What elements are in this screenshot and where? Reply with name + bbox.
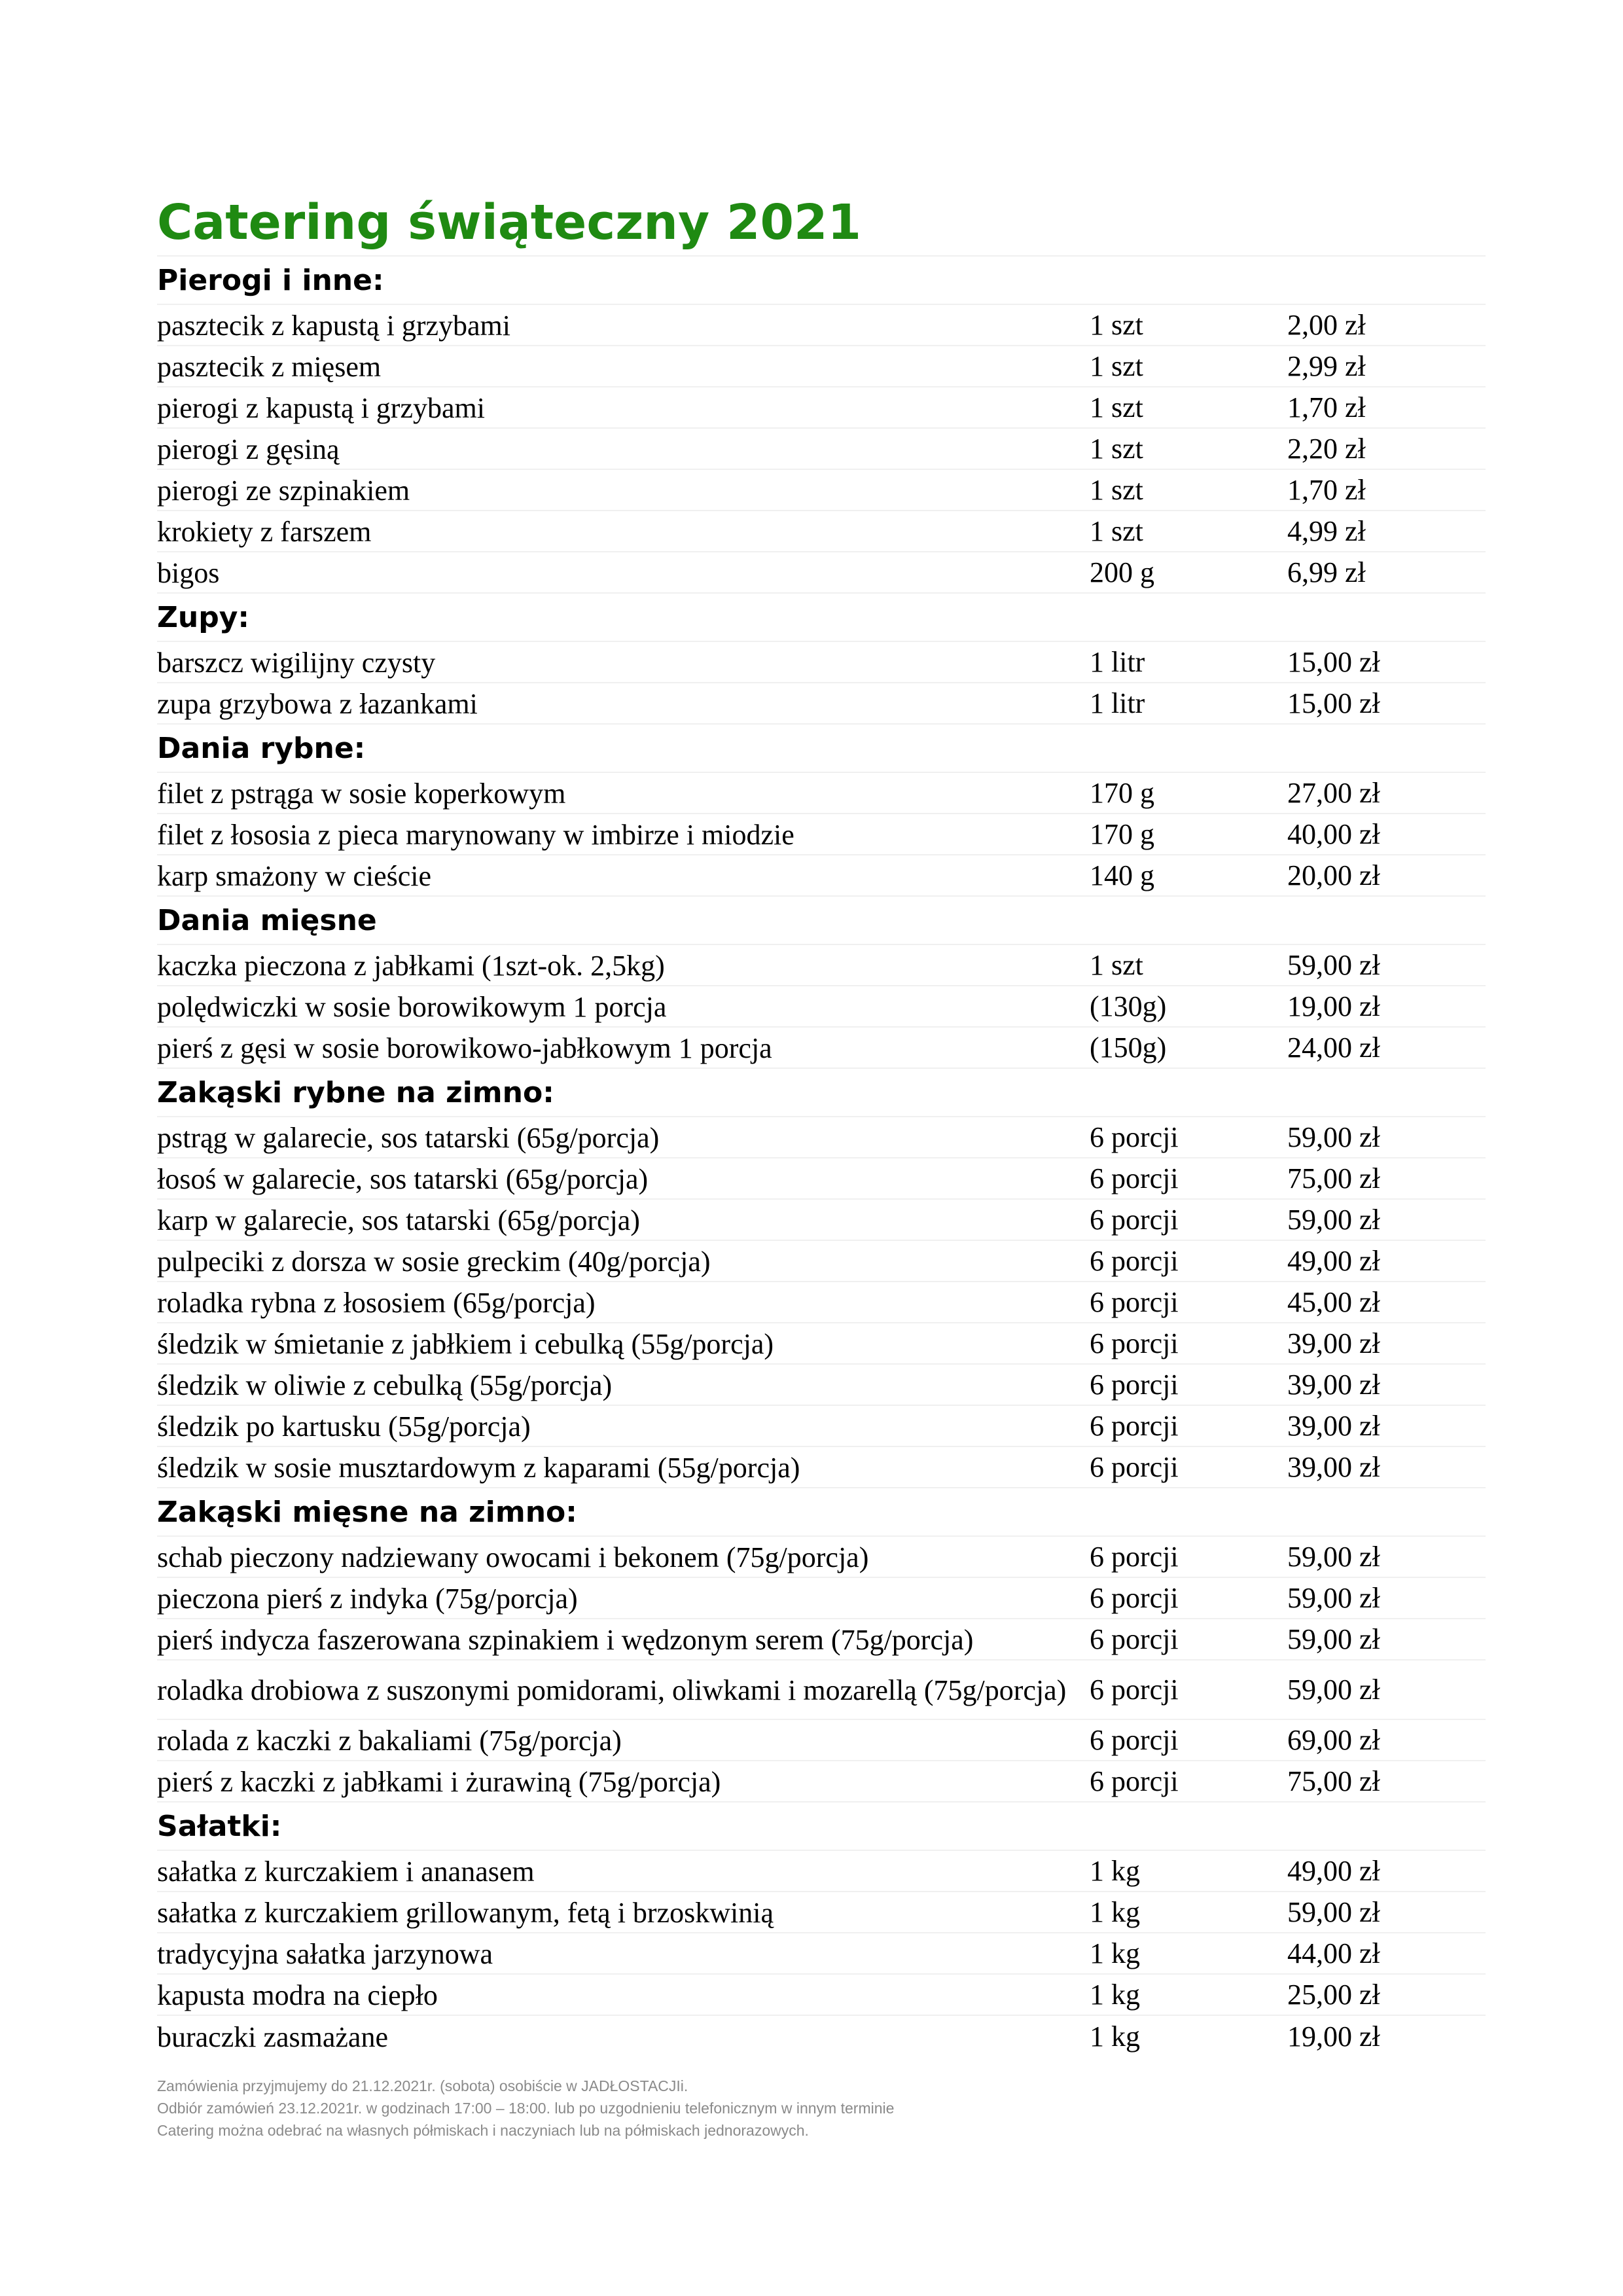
menu-item-row [157, 2016, 1486, 2057]
item-name: śledzik po kartusku (55g/porcja) [157, 1410, 531, 1443]
item-quantity: 1 kg [1090, 1937, 1140, 1969]
page-title: Catering świąteczny 2021 [157, 194, 861, 251]
item-quantity: 6 porcji [1090, 1410, 1179, 1442]
menu-item-row [157, 387, 1486, 429]
section-heading: Zakąski rybne na zimno: [157, 1069, 1486, 1117]
menu-item-row [157, 1933, 1486, 1975]
menu-section [157, 1803, 1486, 2057]
item-name: sałatka z kurczakiem grillowanym, fetą i brzoskwinią [157, 1897, 774, 1929]
item-quantity: 6 porcji [1090, 1245, 1179, 1277]
menu-item-row [157, 1241, 1486, 1282]
item-price: 59,00 zł [1287, 1674, 1380, 1706]
item-price: 27,00 zł [1287, 777, 1380, 809]
item-price: 2,20 zł [1287, 433, 1366, 465]
menu-item-row [157, 642, 1486, 683]
item-name: pulpeciki z dorsza w sosie greckim (40g/porcja) [157, 1246, 711, 1278]
menu-section [157, 257, 1486, 594]
menu-item-row [157, 1975, 1486, 2016]
menu-item-row [157, 855, 1486, 897]
item-name: roladka drobiowa z suszonymi pomidorami, oliwkami i mozarellą (75g/porcja) [157, 1674, 1067, 1706]
item-name: pierogi z kapustą i grzybami [157, 392, 485, 424]
item-name: śledzik w śmietanie z jabłkiem i cebulką (55g/porcja) [157, 1328, 774, 1360]
item-name: pieczona pierś z indyka (75g/porcja) [157, 1583, 578, 1615]
item-quantity: 6 porcji [1090, 1541, 1179, 1573]
item-quantity: 6 porcji [1090, 1451, 1179, 1483]
menu-item-row [157, 1619, 1486, 1660]
item-name: pasztecik z mięsem [157, 351, 382, 383]
item-quantity: 6 porcji [1090, 1286, 1179, 1318]
item-name: pstrąg w galarecie, sos tatarski (65g/porcja) [157, 1122, 660, 1154]
menu-item-row [157, 1720, 1486, 1761]
menu-item-row [157, 1323, 1486, 1365]
item-quantity: 1 szt [1090, 474, 1143, 506]
item-quantity: 1 szt [1090, 309, 1143, 341]
menu-item-row [157, 1660, 1486, 1720]
item-price: 45,00 zł [1287, 1286, 1380, 1318]
item-price: 75,00 zł [1287, 1162, 1380, 1194]
item-price: 2,99 zł [1287, 350, 1366, 382]
item-price: 39,00 zł [1287, 1369, 1380, 1401]
item-price: 49,00 zł [1287, 1855, 1380, 1887]
item-price: 39,00 zł [1287, 1410, 1380, 1442]
menu-item-row [157, 511, 1486, 552]
item-name: sałatka z kurczakiem i ananasem [157, 1856, 535, 1888]
item-quantity: 140 g [1090, 859, 1154, 891]
menu-item-row [157, 1117, 1486, 1158]
section-heading: Zakąski mięsne na zimno: [157, 1488, 1486, 1537]
item-price: 59,00 zł [1287, 1623, 1380, 1655]
item-quantity: 6 porcji [1090, 1204, 1179, 1236]
item-price: 15,00 zł [1287, 646, 1380, 678]
item-price: 75,00 zł [1287, 1765, 1380, 1797]
menu-item-row [157, 1028, 1486, 1069]
item-name: polędwiczki w sosie borowikowym 1 porcja [157, 991, 667, 1023]
menu-item-row [157, 1447, 1486, 1488]
menu-item-row [157, 773, 1486, 814]
section-heading: Zupy: [157, 594, 1486, 642]
section-heading: Pierogi i inne: [157, 257, 1486, 305]
item-price: 59,00 zł [1287, 1582, 1380, 1614]
note-line: Odbiór zamówień 23.12.2021r. w godzinach 17:00 – 18:00. lub po uzgodnieniu telefonicznym w innym terminie [157, 2100, 895, 2117]
item-quantity: 200 g [1090, 556, 1154, 588]
item-name: zupa grzybowa z łazankami [157, 688, 478, 720]
item-price: 24,00 zł [1287, 1031, 1380, 1064]
item-name: filet z łososia z pieca marynowany w imbirze i miodzie [157, 819, 794, 851]
menu-item-row [157, 1851, 1486, 1892]
menu-item-row [157, 552, 1486, 594]
item-quantity: (150g) [1090, 1031, 1167, 1064]
item-quantity: 1 kg [1090, 1855, 1140, 1887]
item-quantity: 1 kg [1090, 1979, 1140, 2011]
item-price: 20,00 zł [1287, 859, 1380, 891]
menu-item-row [157, 346, 1486, 387]
item-price: 59,00 zł [1287, 1121, 1380, 1153]
item-price: 40,00 zł [1287, 818, 1380, 850]
item-quantity: 6 porcji [1090, 1369, 1179, 1401]
section-heading: Dania rybne: [157, 725, 1486, 773]
menu-item-row [157, 945, 1486, 986]
item-name: roladka rybna z łososiem (65g/porcja) [157, 1287, 596, 1319]
item-name: śledzik w oliwie z cebulką (55g/porcja) [157, 1369, 613, 1401]
item-name: pasztecik z kapustą i grzybami [157, 310, 511, 342]
item-quantity: 6 porcji [1090, 1162, 1179, 1194]
menu-item-row [157, 986, 1486, 1028]
item-price: 39,00 zł [1287, 1327, 1380, 1359]
item-quantity: 1 szt [1090, 391, 1143, 423]
item-quantity: 1 kg [1090, 2020, 1140, 2053]
item-price: 19,00 zł [1287, 2020, 1380, 2053]
item-quantity: 1 szt [1090, 515, 1143, 547]
item-name: pierś z kaczki z jabłkami i żurawiną (75g/porcja) [157, 1766, 721, 1798]
item-price: 59,00 zł [1287, 949, 1380, 981]
item-name: schab pieczony nadziewany owocami i bekonem (75g/porcja) [157, 1541, 869, 1573]
item-name: śledzik w sosie musztardowym z kaparami (55g/porcja) [157, 1452, 800, 1484]
item-quantity: 1 szt [1090, 350, 1143, 382]
item-quantity: 6 porcji [1090, 1121, 1179, 1153]
item-quantity: 1 litr [1090, 687, 1145, 719]
item-quantity: 1 szt [1090, 949, 1143, 981]
item-price: 39,00 zł [1287, 1451, 1380, 1483]
item-name: barszcz wigilijny czysty [157, 647, 436, 679]
item-quantity: 170 g [1090, 777, 1154, 809]
item-quantity: 1 kg [1090, 1896, 1140, 1928]
menu-section [157, 594, 1486, 725]
item-quantity: 6 porcji [1090, 1765, 1179, 1797]
menu-item-row [157, 1365, 1486, 1406]
item-name: karp w galarecie, sos tatarski (65g/porcja) [157, 1204, 640, 1236]
item-name: pierś z gęsi w sosie borowikowo-jabłkowym 1 porcja [157, 1032, 772, 1064]
order-notes [157, 2075, 894, 2142]
menu-item-row [157, 470, 1486, 511]
section-heading: Sałatki: [157, 1803, 1486, 1851]
item-quantity: 6 porcji [1090, 1623, 1179, 1655]
menu-item-row [157, 429, 1486, 470]
item-name: karp smażony w cieście [157, 860, 432, 892]
item-quantity: 6 porcji [1090, 1674, 1179, 1706]
item-price: 59,00 zł [1287, 1204, 1380, 1236]
item-quantity: 6 porcji [1090, 1327, 1179, 1359]
note-line: Catering można odebrać na własnych półmiskach i naczyniach lub na półmiskach jednorazowych. [157, 2122, 809, 2139]
item-price: 69,00 zł [1287, 1724, 1380, 1756]
item-quantity: 1 szt [1090, 433, 1143, 465]
item-quantity: 1 litr [1090, 646, 1145, 678]
menu-section [157, 1069, 1486, 1488]
item-price: 49,00 zł [1287, 1245, 1380, 1277]
item-name: pierś indycza faszerowana szpinakiem i wędzonym serem (75g/porcja) [157, 1624, 974, 1656]
item-name: rolada z kaczki z bakaliami (75g/porcja) [157, 1725, 622, 1757]
menu-section [157, 725, 1486, 897]
note-line: Zamówienia przyjmujemy do 21.12.2021r. (sobota) osobiście w JADŁOSTACJIi. [157, 2077, 688, 2094]
item-price: 1,70 zł [1287, 474, 1366, 506]
menu-item-row [157, 1537, 1486, 1578]
menu-item-row [157, 1200, 1486, 1241]
menu-section [157, 897, 1486, 1069]
item-quantity: 170 g [1090, 818, 1154, 850]
item-name: pierogi z gęsiną [157, 433, 340, 465]
item-price: 15,00 zł [1287, 687, 1380, 719]
item-name: łosoś w galarecie, sos tatarski (65g/porcja) [157, 1163, 649, 1195]
menu-item-row [157, 1761, 1486, 1803]
item-price: 59,00 zł [1287, 1541, 1380, 1573]
menu-item-row [157, 1406, 1486, 1447]
item-name: krokiety z farszem [157, 516, 372, 548]
item-price: 2,00 zł [1287, 309, 1366, 341]
item-price: 4,99 zł [1287, 515, 1366, 547]
menu-section [157, 1488, 1486, 1803]
item-name: buraczki zasmażane [157, 2021, 388, 2053]
item-name: pierogi ze szpinakiem [157, 475, 410, 507]
item-quantity: 6 porcji [1090, 1582, 1179, 1614]
menu-page [157, 190, 1486, 2057]
item-price: 44,00 zł [1287, 1937, 1380, 1969]
item-price: 19,00 zł [1287, 990, 1380, 1022]
menu-sections [157, 257, 1486, 2057]
section-heading: Dania mięsne [157, 897, 1486, 945]
item-price: 1,70 zł [1287, 391, 1366, 423]
item-name: kaczka pieczona z jabłkami (1szt-ok. 2,5kg) [157, 950, 665, 982]
item-name: filet z pstrąga w sosie koperkowym [157, 778, 566, 810]
item-name: tradycyjna sałatka jarzynowa [157, 1938, 493, 1970]
item-price: 25,00 zł [1287, 1979, 1380, 2011]
item-price: 6,99 zł [1287, 556, 1366, 588]
menu-item-row [157, 305, 1486, 346]
item-quantity: (130g) [1090, 990, 1167, 1022]
menu-item-row [157, 683, 1486, 725]
menu-item-row [157, 1158, 1486, 1200]
item-name: kapusta modra na ciepło [157, 1979, 438, 2011]
menu-item-row [157, 1892, 1486, 1933]
menu-item-row [157, 1282, 1486, 1323]
menu-item-row [157, 814, 1486, 855]
item-quantity: 6 porcji [1090, 1724, 1179, 1756]
item-price: 59,00 zł [1287, 1896, 1380, 1928]
item-name: bigos [157, 557, 220, 589]
menu-item-row [157, 1578, 1486, 1619]
